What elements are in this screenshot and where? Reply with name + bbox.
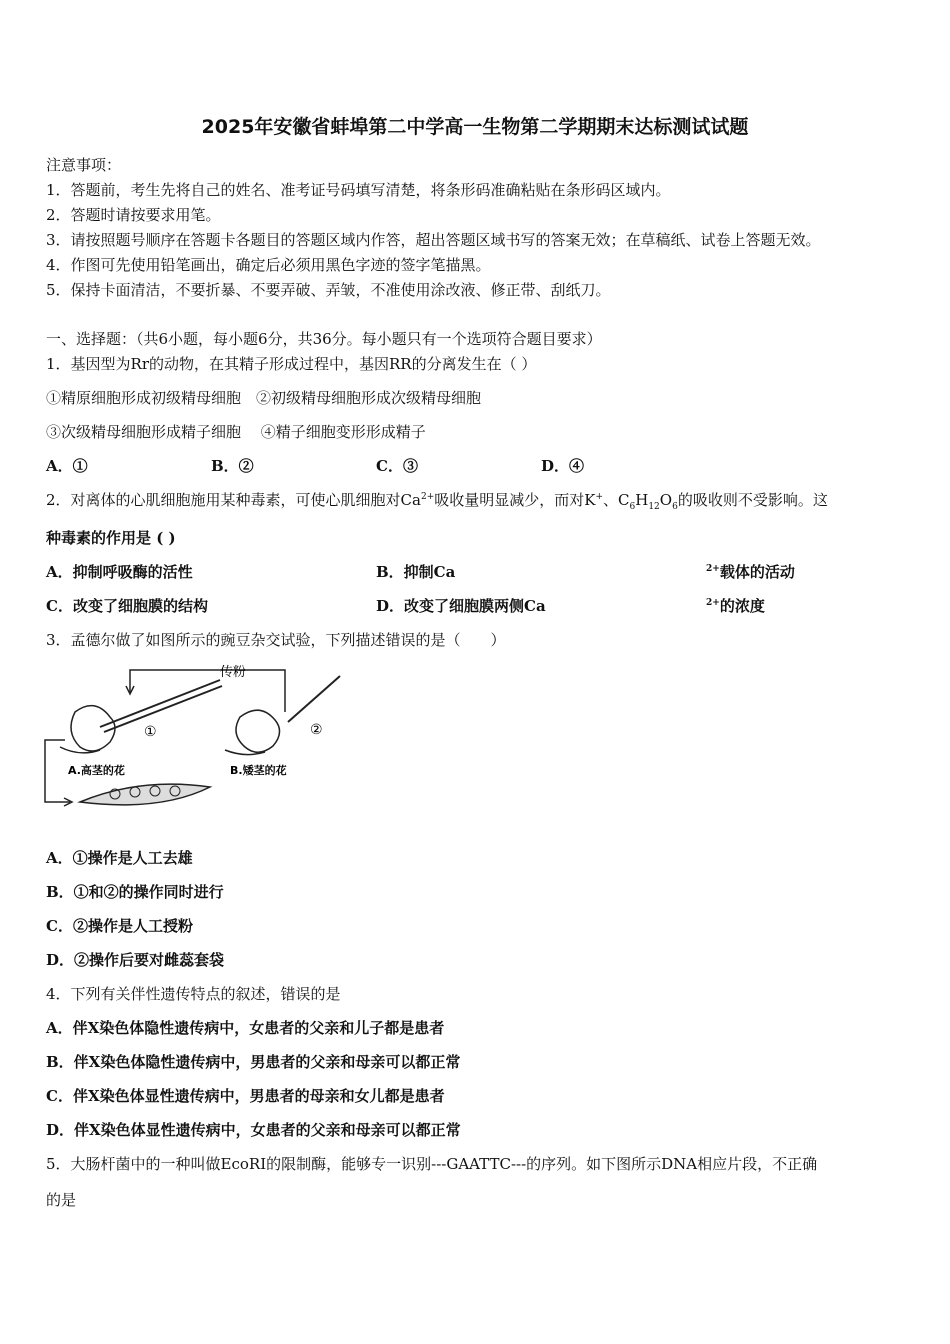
pea-cross-figure [40, 662, 360, 812]
notice-item: 1．答题前，考生先将自己的姓名、准考证号码填写清楚，将条形码准确粘贴在条形码区域内。 [46, 181, 671, 199]
option-b[interactable]: B．①和②的操作同时进行 [46, 883, 224, 901]
mark-2: ② [310, 722, 323, 738]
section-heading: 一、选择题：（共6小题，每小题6分，共36分。每小题只有一个选项符合题目要求） [46, 330, 602, 348]
option-d[interactable]: D．④ [541, 457, 585, 475]
mark-1: ① [144, 724, 157, 740]
question-1-options [46, 455, 706, 476]
option-c[interactable]: C．伴X染色体显性遗传病中，男患者的母亲和女儿都是患者 [46, 1087, 445, 1105]
question-4-stem: 4．下列有关伴性遗传特点的叙述，错误的是 [46, 985, 341, 1003]
question-3-stem: 3．孟德尔做了如图所示的豌豆杂交试验，下列描述错误的是（ ） [46, 631, 506, 649]
notice-item: 2．答题时请按要求用笔。 [46, 206, 221, 224]
option-c[interactable]: C．②操作是人工授粉 [46, 917, 193, 935]
option-a[interactable]: A．伴X染色体隐性遗传病中，女患者的父亲和儿子都是患者 [46, 1019, 445, 1037]
option-a[interactable]: A．① [46, 457, 88, 475]
notice-item: 4．作图可先使用铅笔画出，确定后必须用黑色字迹的签字笔描黑。 [46, 256, 491, 274]
option-b[interactable]: B．抑制Ca $^{2+}$载体的活动 [376, 563, 795, 581]
question-2-options-row [46, 561, 795, 582]
notice-heading: 注意事项： [46, 156, 122, 174]
page-title: 2025年安徽省蚌埠第二中学高一生物第二学期期末达标测试试题 [201, 116, 749, 138]
option-d[interactable]: D．改变了细胞膜两侧Ca $^{2+}$的浓度 [376, 597, 765, 615]
question-5-stem-cont: 的是 [46, 1191, 77, 1209]
question-2-stem: 2．对离体的心肌细胞施用某种毒素，可使心肌细胞对$Ca^{2+}$吸收量明显减少，而对K+、$C_6H_{12}O_6$的吸收则不受影响。这 [46, 491, 828, 512]
notice-item: 5．保持卡面清洁，不要折暴、不要弄破、弄皱，不准使用涂改液、修正带、刮纸刀。 [46, 281, 611, 299]
label-b: B.矮茎的花 [230, 764, 287, 777]
pollen-label: 传粉 [220, 665, 247, 680]
question-5-stem: 5．大肠杆菌中的一种叫做EcoRI的限制酶，能够专一识别---GAATTC---的序列。如下图所示DNA相应片段，不正确 [46, 1155, 818, 1173]
option-c[interactable]: C．改变了细胞膜的结构 [46, 597, 208, 615]
brush [288, 676, 340, 722]
question-2-options-row [46, 595, 765, 616]
question-1-statement: ①精原细胞形成初级精母细胞 ②初级精母细胞形成次级精母细胞 [46, 389, 482, 407]
option-b[interactable]: B．伴X染色体隐性遗传病中，男患者的父亲和母亲可以都正常 [46, 1053, 461, 1071]
option-a[interactable]: A．①操作是人工去雄 [46, 849, 193, 867]
forceps [104, 686, 222, 732]
notice-item: 3．请按照题号顺序在答题卡各题目的答题区域内作答，超出答题区域书写的答案无效；在草稿纸、试卷上答题无效。 [46, 231, 821, 249]
option-b[interactable]: B．② [211, 457, 254, 475]
flower-a [71, 706, 115, 751]
flower-b [236, 710, 280, 752]
label-a: A.高茎的花 [68, 764, 125, 777]
pea-pod [80, 784, 210, 805]
option-d[interactable]: D．②操作后要对雌蕊套袋 [46, 951, 225, 969]
option-c[interactable]: C．③ [376, 457, 418, 475]
option-d[interactable]: D．伴X染色体显性遗传病中，女患者的父亲和母亲可以都正常 [46, 1121, 461, 1139]
option-a[interactable]: A．抑制呼吸酶的活性 [46, 563, 193, 581]
question-1-statement: ③次级精母细胞形成精子细胞 ④精子细胞变形形成精子 [46, 423, 426, 441]
forceps [100, 680, 220, 727]
question-1-stem: 1．基因型为Rr的动物，在其精子形成过程中，基因RR的分离发生在（ ） [46, 355, 537, 373]
question-2-stem-cont: 种毒素的作用是 ( ) [46, 529, 176, 547]
